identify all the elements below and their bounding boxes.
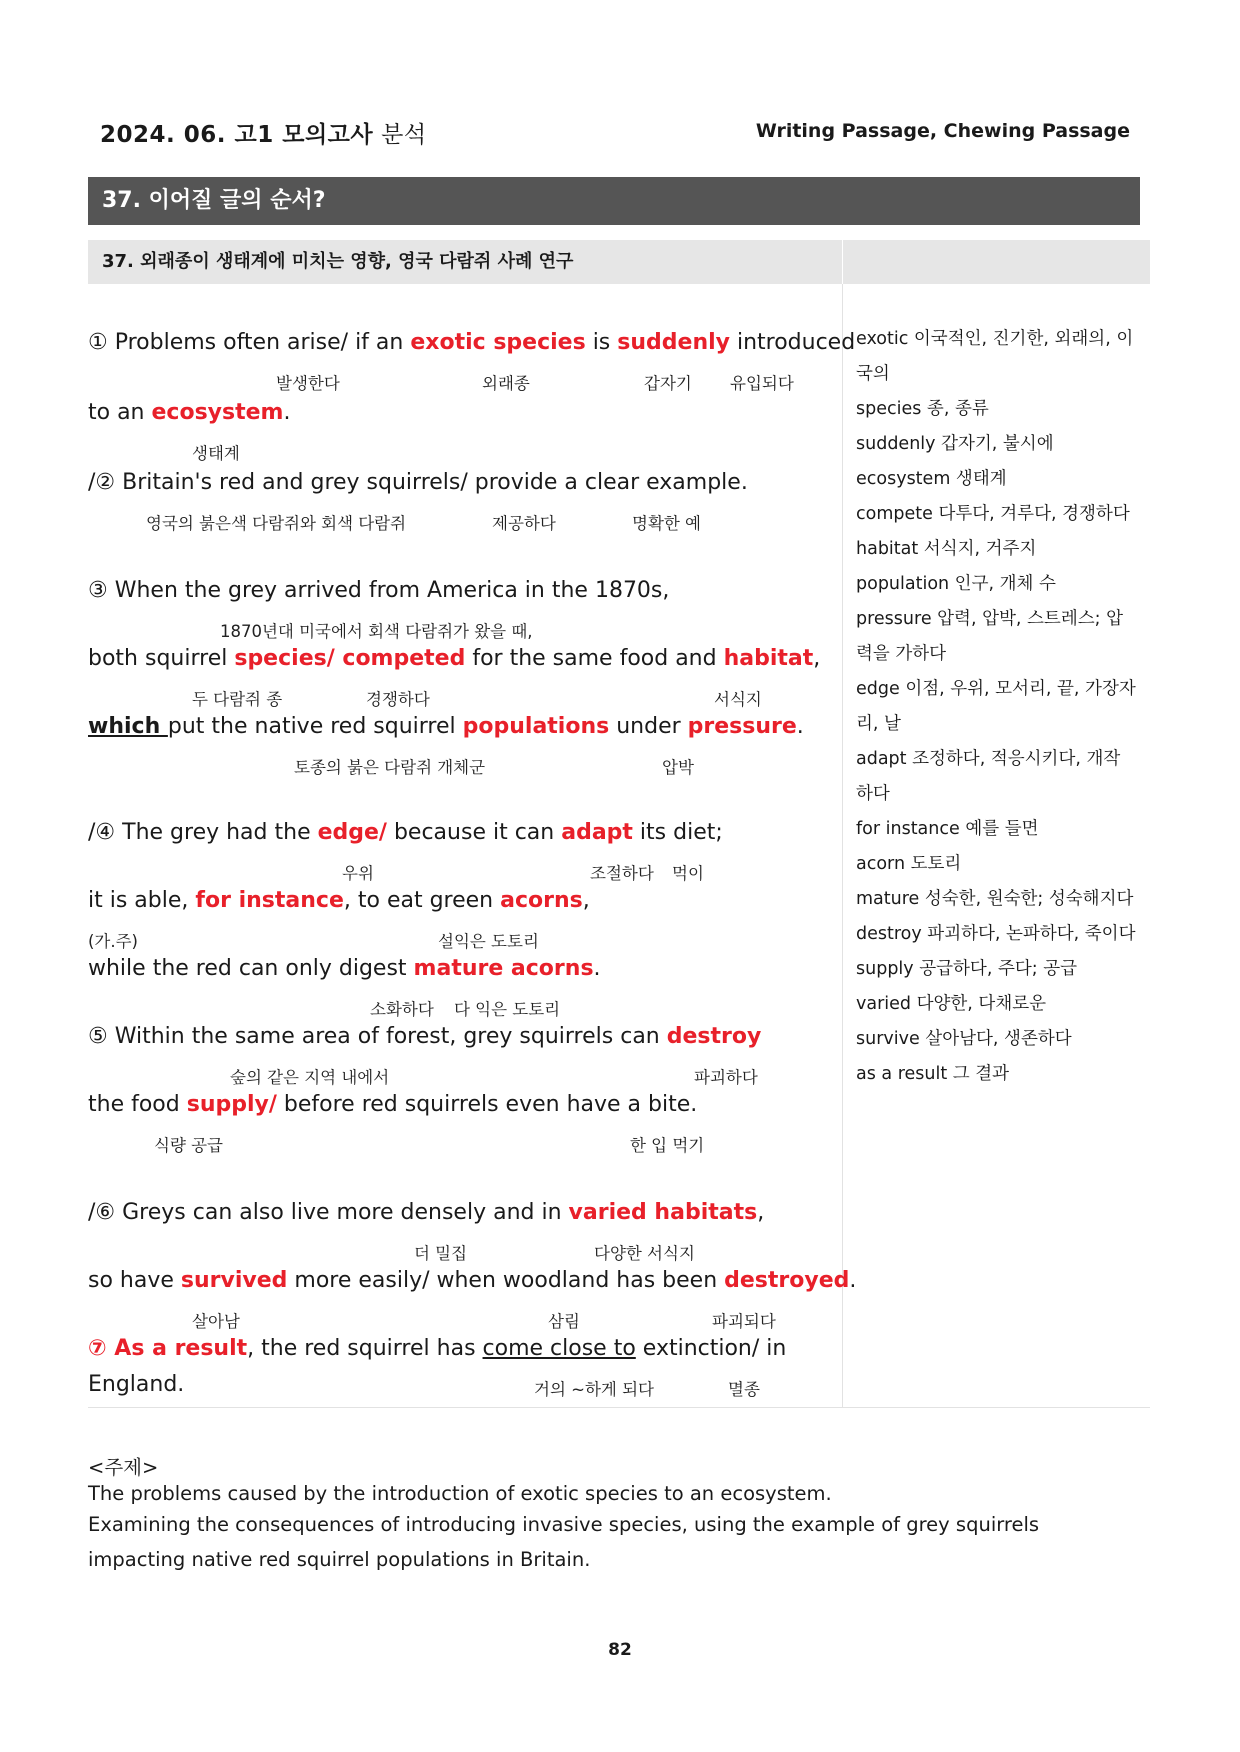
gloss-suddenly: 갑자기 — [644, 374, 692, 393]
gloss-when-arrived: 1870년대 미국에서 회색 다람쥐가 왔을 때, — [220, 622, 533, 641]
exam-subtitle: 분석 — [381, 122, 427, 148]
section-title: 37. 이어질 글의 순서? — [88, 177, 1140, 225]
gloss-destroyed: 파괴되다 — [712, 1312, 776, 1331]
vocab-item: edge 이점, 우위, 모서리, 끝, 가장자리, 날 — [856, 679, 1136, 734]
topic-line-1: The problems caused by the introduction of exotic species to an ecosystem. — [88, 1482, 832, 1505]
vocab-list — [856, 322, 1136, 1092]
vocab-item: compete 다투다, 겨루다, 경쟁하다 — [856, 504, 1130, 524]
gloss-densely: 더 밀집 — [414, 1244, 468, 1263]
passage-line-6: which put the native red squirrel populations under pressure. — [88, 714, 804, 739]
vocab-item: suddenly 갑자기, 불시에 — [856, 434, 1054, 454]
vocab-item: for instance 예를 들면 — [856, 819, 1039, 839]
passage-line-12: /⑥ Greys can also live more densely and in varied habitats, — [88, 1200, 765, 1225]
gloss-pressure: 압박 — [662, 758, 694, 777]
passage-line-8: it is able, for instance, to eat green acorns, — [88, 888, 590, 913]
vocab-item: pressure 압력, 압박, 스트레스; 압력을 가하다 — [856, 609, 1124, 664]
vocab-item: mature 성숙한, 원숙한; 성숙해지다 — [856, 889, 1134, 909]
vocab-item: adapt 조정하다, 적응시키다, 개작하다 — [856, 749, 1121, 804]
gloss-woodland: 삼림 — [548, 1312, 580, 1331]
sub-title-vocab-cell — [842, 240, 1151, 284]
passage-line-11: the food supply/ before red squirrels even have a bite. — [88, 1092, 698, 1117]
gloss-populations: 토종의 붉은 다람쥐 개체군 — [294, 758, 486, 777]
page-header-right: Writing Passage, Chewing Passage — [755, 120, 1130, 142]
gloss-digest: 소화하다 — [370, 1000, 434, 1019]
gloss-varied-habitats: 다양한 서식지 — [594, 1244, 695, 1263]
gloss-species: 두 다람쥐 종 — [192, 690, 283, 709]
gloss-exotic-species: 외래종 — [482, 374, 530, 393]
column-divider — [842, 284, 843, 1407]
gloss-for-instance: (가.주) — [88, 932, 138, 951]
gloss-adapt: 조절하다 — [590, 864, 654, 883]
vocab-item: acorn 도토리 — [856, 854, 962, 874]
gloss-introduced: 유입되다 — [730, 374, 794, 393]
passage-line-15: England. — [88, 1372, 185, 1397]
passage-line-13: so have survived more easily/ when woodland has been destroyed. — [88, 1268, 857, 1293]
page-header-title — [100, 116, 427, 149]
topic-line-2: Examining the consequences of introducing invasive species, using the example of grey squirrels — [88, 1513, 1040, 1536]
page-number: 82 — [608, 1640, 632, 1660]
passage-line-3: /② Britain's red and grey squirrels/ provide a clear example. — [88, 470, 748, 495]
vocab-item: exotic 이국적인, 진기한, 외래의, 이국의 — [856, 329, 1134, 384]
vocab-item: as a result 그 결과 — [856, 1064, 1010, 1084]
vocab-item: ecosystem 생태계 — [856, 469, 1007, 489]
vocab-item: habitat 서식지, 거주지 — [856, 539, 1037, 559]
passage-line-1: ① Problems often arise/ if an exotic species is suddenly introduced — [88, 330, 856, 355]
passage-line-5: both squirrel species/ competed for the same food and habitat, — [88, 646, 821, 671]
gloss-bite: 한 입 먹기 — [630, 1136, 705, 1155]
gloss-green-acorns: 설익은 도토리 — [438, 932, 539, 951]
vocab-item: population 인구, 개체 수 — [856, 574, 1056, 594]
gloss-survived: 살아남 — [192, 1312, 240, 1331]
table-bottom-border — [88, 1407, 1150, 1408]
vocab-item: species 종, 종류 — [856, 399, 989, 419]
passage-line-4: ③ When the grey arrived from America in the 1870s, — [88, 578, 670, 603]
gloss-same-area: 숲의 같은 지역 내에서 — [230, 1068, 390, 1087]
sub-title: 37. 외래종이 생태계에 미치는 영향, 영국 다람쥐 사례 연구 — [102, 251, 574, 272]
passage-line-10: ⑤ Within the same area of forest, grey squirrels can destroy — [88, 1024, 762, 1049]
gloss-clear-example: 명확한 예 — [632, 514, 702, 533]
gloss-squirrels: 영국의 붉은색 다람쥐와 회색 다람쥐 — [146, 514, 407, 533]
gloss-competed: 경쟁하다 — [366, 690, 430, 709]
vocab-item: supply 공급하다, 주다; 공급 — [856, 959, 1078, 979]
gloss-diet: 먹이 — [672, 864, 704, 883]
gloss-come-close-to: 거의 ~하게 되다 — [534, 1380, 654, 1399]
passage-line-2: to an ecosystem. — [88, 400, 291, 425]
topic-label: <주제> — [88, 1456, 159, 1479]
gloss-extinction: 멸종 — [728, 1380, 760, 1399]
gloss-arise: 발생한다 — [276, 374, 340, 393]
gloss-mature-acorns: 다 익은 도토리 — [454, 1000, 561, 1019]
topic-line-3: impacting native red squirrel populations in Britain. — [88, 1548, 591, 1571]
vocab-item: varied 다양한, 다채로운 — [856, 994, 1047, 1014]
gloss-food-supply: 식량 공급 — [154, 1136, 224, 1155]
vocab-item: survive 살아남다, 생존하다 — [856, 1029, 1072, 1049]
passage-line-9: while the red can only digest mature acorns. — [88, 956, 601, 981]
gloss-ecosystem: 생태계 — [192, 444, 240, 463]
passage-line-7: /④ The grey had the edge/ because it can adapt its diet; — [88, 820, 723, 845]
gloss-habitat: 서식지 — [714, 690, 762, 709]
gloss-destroy: 파괴하다 — [694, 1068, 758, 1087]
passage-line-14: ⑦ As a result, the red squirrel has come close to extinction/ in — [88, 1336, 787, 1361]
exam-title: 2024. 06. 고1 모의고사 — [100, 122, 374, 148]
vocab-item: destroy 파괴하다, 논파하다, 죽이다 — [856, 924, 1136, 944]
gloss-edge: 우위 — [342, 864, 374, 883]
gloss-provide: 제공하다 — [492, 514, 556, 533]
sub-title-bar — [88, 240, 1150, 284]
